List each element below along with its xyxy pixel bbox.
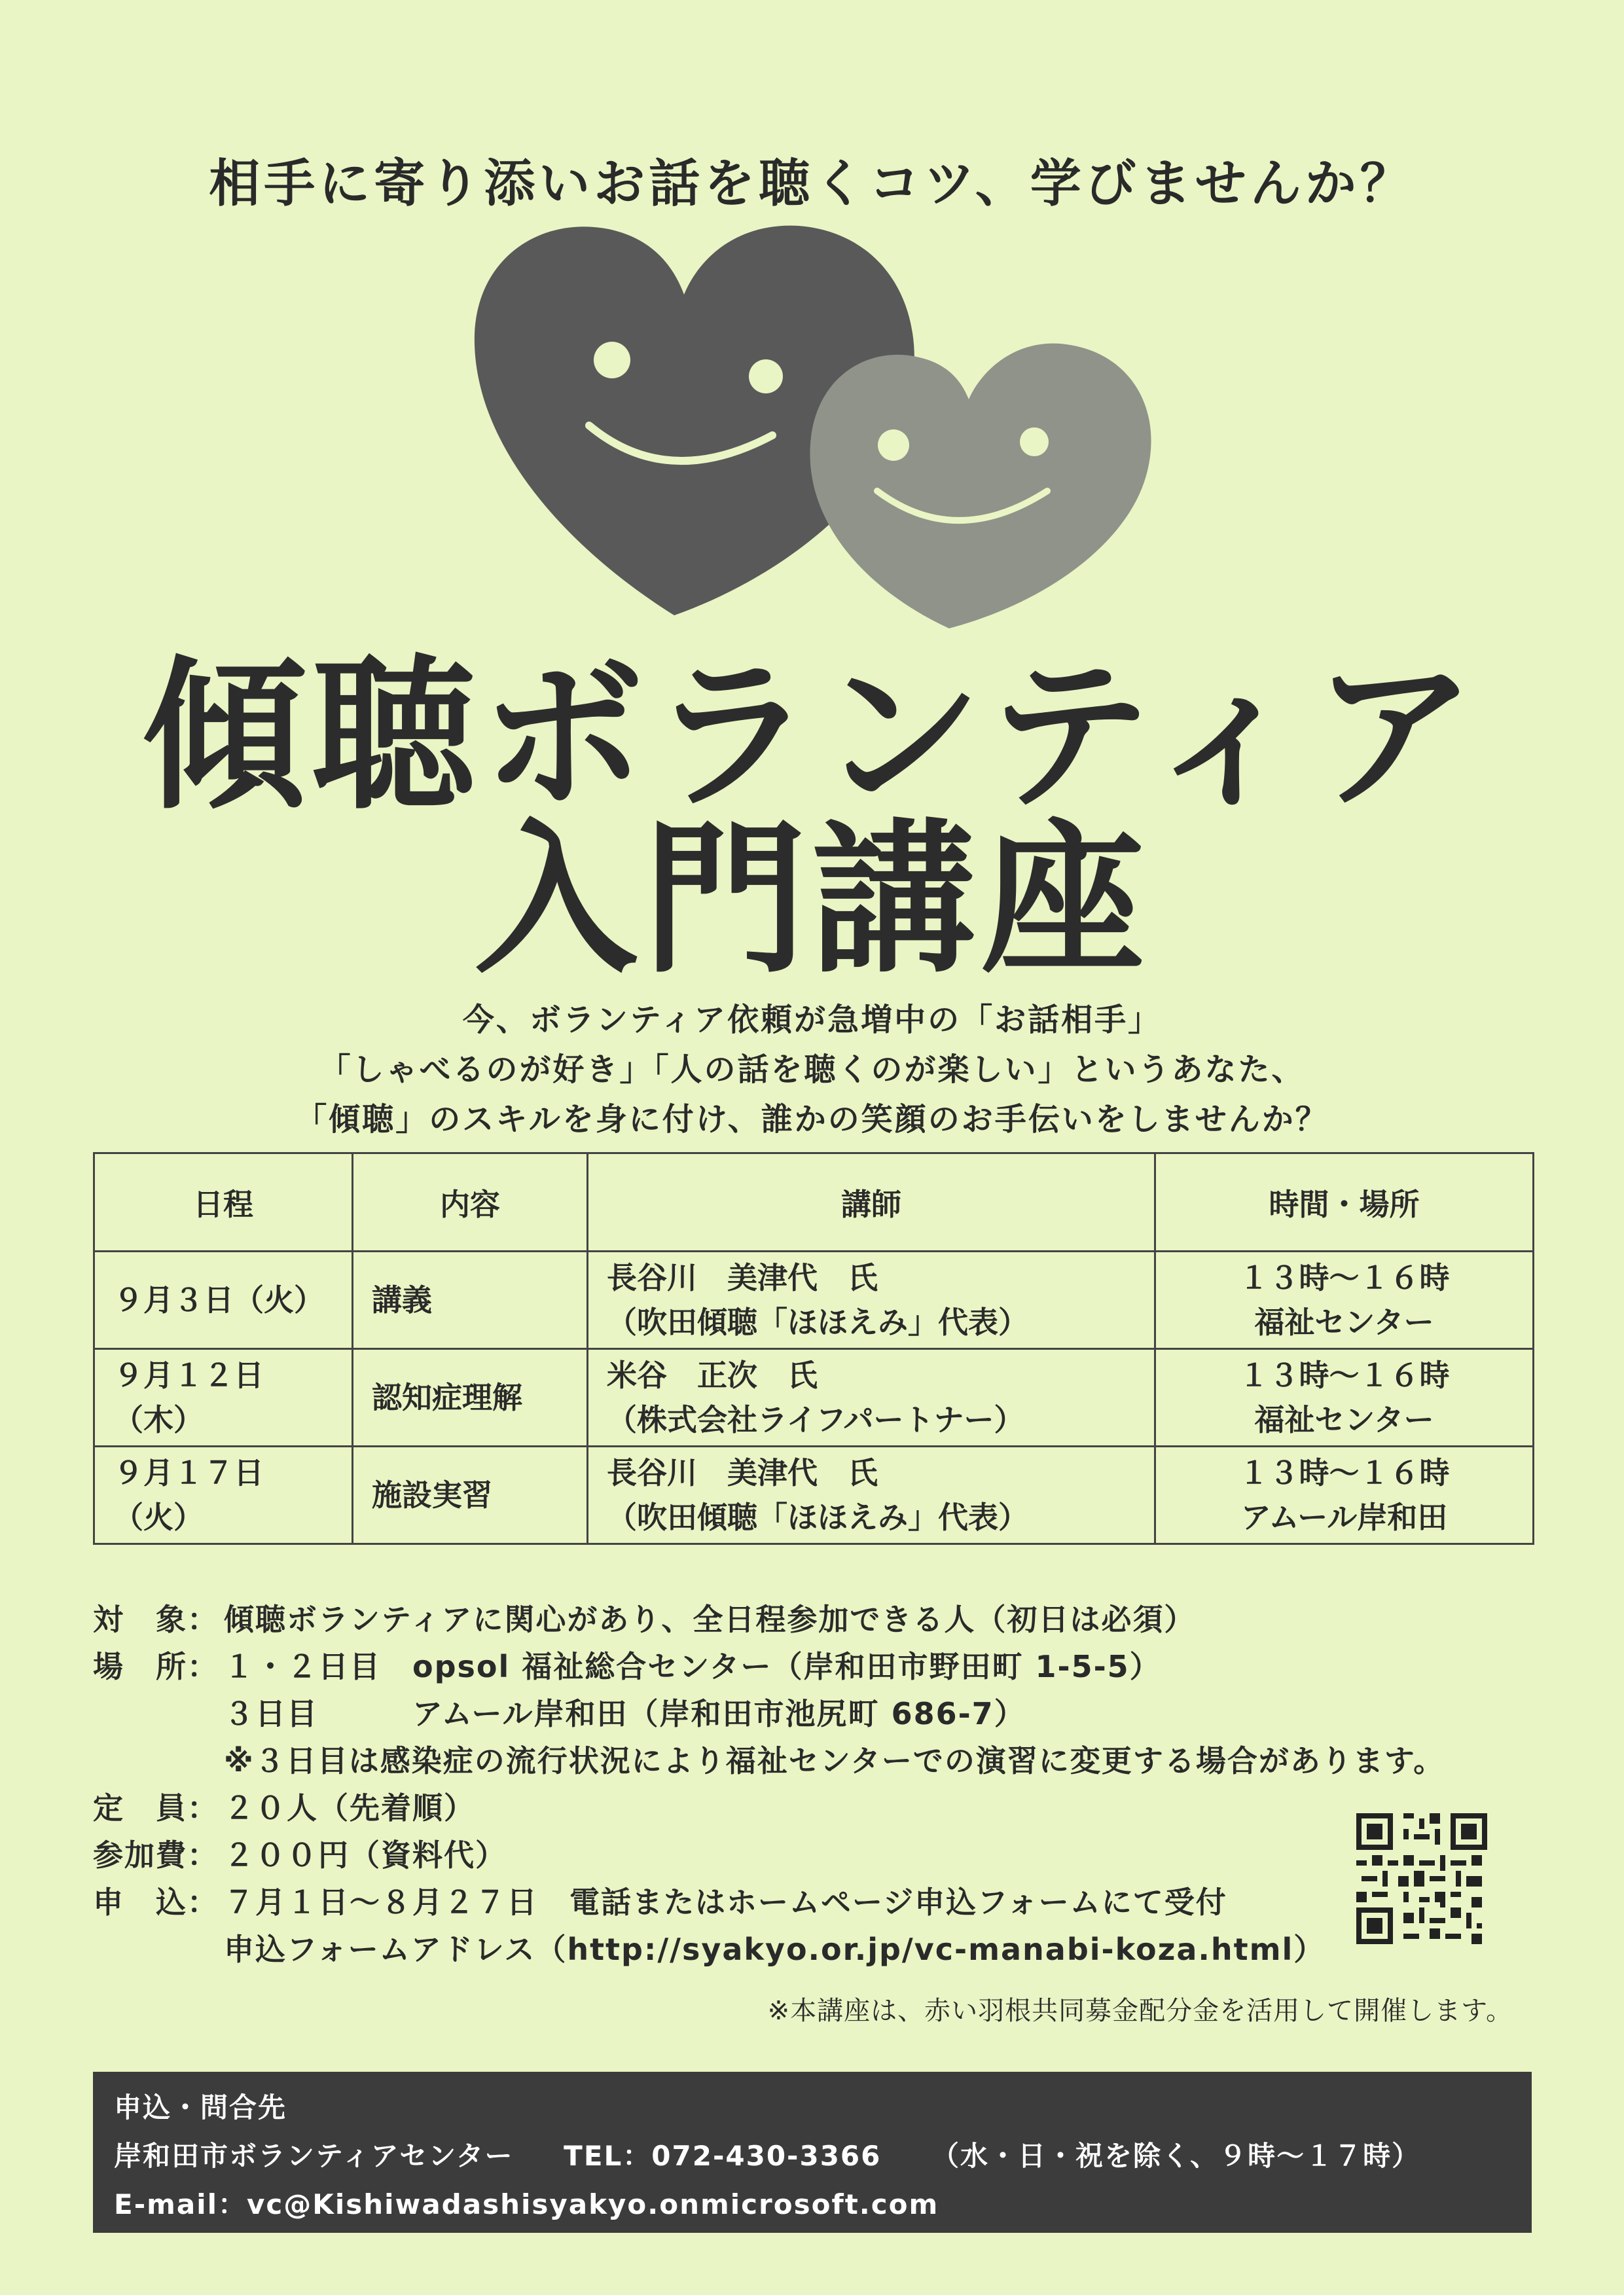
info-label: 定 員： <box>93 1790 219 1826</box>
lecturer-affiliation: （吹田傾聴「ほほえみ」代表） <box>607 1305 1028 1340</box>
lecturer-name: 米谷 正次 氏 <box>607 1358 818 1393</box>
apply-form-url[interactable]: 申込フォームアドレス（http://syakyo.or.jp/vc-manabi-koza.html） <box>224 1932 1326 1967</box>
cell-date: ９月１２日（木） <box>94 1349 353 1447</box>
page-title-line1: 傾聴ボランティア <box>143 641 1481 831</box>
funding-note: ※本講座は、赤い羽根共同募金配分金を活用して開催します。 <box>767 1996 1513 2026</box>
session-place: 福祉センター <box>1254 1402 1434 1437</box>
info-apply <box>93 1879 1546 1926</box>
lecturer-affiliation: （株式会社ライフパートナー） <box>607 1402 1024 1437</box>
cell-lecturer <box>588 1447 1155 1544</box>
session-place: アムール岸和田 <box>1240 1500 1448 1535</box>
info-label: 参加費： <box>93 1837 219 1873</box>
cell-lecturer <box>588 1349 1155 1447</box>
event-info <box>93 1596 1546 1973</box>
intro-line: 「傾聴」のスキルを身に付け、誰かの笑顔のお手伝いをしませんか？ <box>295 1101 1329 1138</box>
header-lecturer: 講師 <box>588 1153 1155 1252</box>
footer-hours: （水・日・祝を除く、９時～１７時） <box>931 2140 1421 2172</box>
session-time: １３時～１６時 <box>1238 1455 1450 1491</box>
info-value: ２００円（資料代） <box>224 1837 507 1873</box>
info-value: １・２日目 opsol 福祉総合センター（岸和田市野田町 1-5-5） <box>224 1649 1161 1684</box>
info-value: 傾聴ボランティアに関心があり、全日程参加できる人（初日は必須） <box>224 1602 1196 1637</box>
cell-lecturer <box>588 1252 1155 1349</box>
cell-content: 施設実習 <box>353 1447 588 1544</box>
page-title-line2: 入門講座 <box>474 804 1150 995</box>
table-row <box>94 1447 1534 1544</box>
session-time: １３時～１６時 <box>1238 1358 1450 1393</box>
info-target <box>93 1596 1546 1643</box>
cell-time-place <box>1155 1447 1534 1544</box>
cell-content: 講義 <box>353 1252 588 1349</box>
footer-contact-line <box>114 2132 1511 2180</box>
header-time-place: 時間・場所 <box>1155 1153 1534 1252</box>
session-time: １３時～１６時 <box>1238 1260 1450 1295</box>
footer-heading: 申込・問合先 <box>114 2091 287 2123</box>
small-heart-icon <box>810 344 1151 628</box>
catch-copy: 相手に寄り添いお話を聴くコツ、学びませんか？ <box>209 154 1415 213</box>
contact-footer <box>93 2072 1532 2233</box>
cell-time-place <box>1155 1349 1534 1447</box>
smiling-hearts-illustration <box>458 209 1185 628</box>
footer-tel[interactable]: TEL：072-430-3366 <box>564 2140 882 2172</box>
footer-email[interactable]: E-mail：vc@Kishiwadashisyakyo.onmicrosoft.com <box>114 2188 939 2220</box>
table-row <box>94 1252 1534 1349</box>
intro-line: 今、ボランティア依頼が急増中の「お話相手」 <box>462 1002 1162 1038</box>
footer-org: 岸和田市ボランティアセンター <box>114 2140 514 2172</box>
info-label: 申 込： <box>93 1885 219 1920</box>
info-place-day3: ３日目 アムール岸和田（岸和田市池尻町 686-7） <box>224 1696 1026 1731</box>
qr-code-icon[interactable] <box>1356 1813 1487 1944</box>
info-value: ２０人（先着順） <box>224 1790 475 1826</box>
intro-line: 「しゃべるのが好き」「人の話を聴くのが楽しい」というあなた、 <box>319 1051 1305 1088</box>
info-value: ７月１日～８月２７日 電話またはホームページ申込フォームにて受付 <box>224 1885 1227 1920</box>
header-date: 日程 <box>94 1153 353 1252</box>
table-row <box>94 1349 1534 1447</box>
cell-content: 認知症理解 <box>353 1349 588 1447</box>
header-content: 内容 <box>353 1153 588 1252</box>
lecturer-name: 長谷川 美津代 氏 <box>607 1260 878 1295</box>
info-label: 対 象： <box>93 1602 219 1637</box>
cell-time-place <box>1155 1252 1534 1349</box>
cell-date: ９月１７日（火） <box>94 1447 353 1544</box>
info-place <box>93 1643 1546 1690</box>
intro-text <box>0 995 1624 1144</box>
lecturer-affiliation: （吹田傾聴「ほほえみ」代表） <box>607 1500 1028 1535</box>
cell-date: ９月３日（火） <box>94 1252 353 1349</box>
table-header-row <box>94 1153 1534 1252</box>
lecturer-name: 長谷川 美津代 氏 <box>607 1455 878 1491</box>
session-place: 福祉センター <box>1254 1305 1434 1340</box>
info-place-note: ※３日目は感染症の流行状況により福祉センターでの演習に変更する場合があります。 <box>224 1743 1445 1779</box>
info-label: 場 所： <box>93 1649 219 1684</box>
schedule-table <box>93 1152 1534 1545</box>
info-capacity <box>93 1784 1546 1832</box>
info-fee <box>93 1832 1546 1879</box>
